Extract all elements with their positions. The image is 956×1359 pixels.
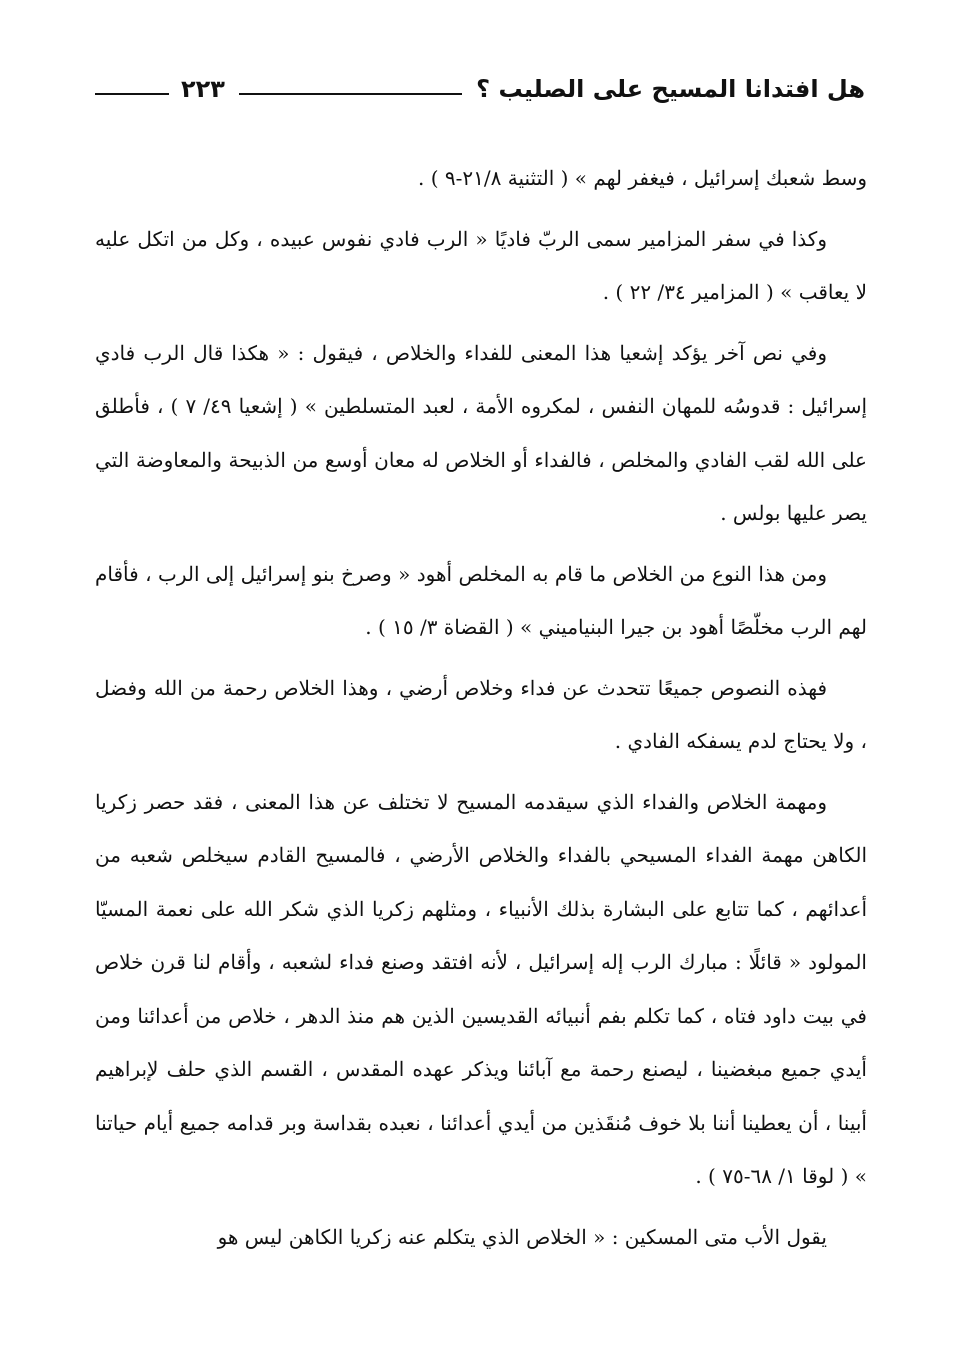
paragraph-matta-quote [95,1211,867,1265]
paragraph-summary [95,662,867,769]
paragraph-text: وفي نص آخر يؤكد إشعيا هذا المعنى للفداء والخلاص ، فيقول : « هكذا قال الرب فادي إسرائيل : قدوسُه للمهان النفس ، لمكروه الأمة ، لعبد المتسلطين » ( إشعيا ٤٩/ ٧ ) ، فأطلق على الله لقب الفادي والمخلص ، فالفداء أو الخلاص له معان أوسع من الذبيحة والمعاوضة التي يصر عليها بولس . [95,340,868,525]
page-number: ٢٢٣ [181,75,225,103]
paragraph-text: فهذه النصوص جميعًا تتحدث عن فداء وخلاص أرضي ، وهذا الخلاص رحمة من الله وفضل ، ولا يحتاج لدم يسفكه الفادي . [95,675,867,753]
paragraph-text: وكذا في سفر المزامير سمى الربّ فاديًا « الرب فادي نفوس عبيده ، وكل من اتكل عليه لا يعاقب » ( المزامير ٣٤/ ٢٢ ) . [95,226,867,304]
paragraph-continuation [95,152,867,206]
running-header-title: هل افتدانا المسيح على الصليب ؟ [476,75,865,103]
running-header [95,66,865,112]
paragraph-ehud [95,548,867,655]
header-tail-rule [95,93,169,95]
body-text [95,152,867,1271]
paragraph-text: ومن هذا النوع من الخلاص ما قام به المخلص أهود « وصرخ بنو إسرائيل إلى الرب ، فأقام لهم الرب مخلّصًا أهود بن جيرا البنياميني » ( القضاة ٣/ ١٥ ) . [95,561,867,639]
paragraph-isaiah [95,327,867,541]
paragraph-psalms [95,213,867,320]
paragraph-text: ومهمة الخلاص والفداء الذي سيقدمه المسيح لا تختلف عن هذا المعنى ، فقد حصر زكريا الكاهن مهمة الفداء المسيحي بالفداء والخلاص الأرضي ، فالمسيح القادم سيخلص شعبه من أعدائهم ، كما تتابع على البشارة بذلك الأنبياء ، ومثلهم زكريا الذي شكر الله على نعمة المسيّا المولود « قائلًا : مبارك الرب إله إسرائيل ، لأنه افتقد وصنع فداء لشعبه ، وأقام لنا قرن خلاص في بيت داود فتاه ، كما تكلم بفم أنبيائه القديسين الذين هم منذ الدهر ، خلاص من أعدائنا ومن أيدي جميع مبغضينا ، ليصنع رحمة مع آبائنا ويذكر عهده المقدس ، القسم الذي حلف لإبراهيم أبينا ، أن يعطينا أننا بلا خوف مُنقَذين من أيدي أعدائنا ، نعبده بقداسة وبر قدامه جميع أيام حياتنا » ( لوقا ١/ ٦٨-٧٥ ) . [95,789,867,1188]
paragraph-text: وسط شعبك إسرائيل ، فيغفر لهم » ( التثنية ٢١/٨-٩ ) . [418,166,867,190]
header-divider-rule [239,93,462,95]
paragraph-text: يقول الأب متى المسكين : « الخلاص الذي يتكلم عنه زكريا الكاهن ليس هو [217,1224,827,1249]
paragraph-zechariah [95,776,867,1204]
